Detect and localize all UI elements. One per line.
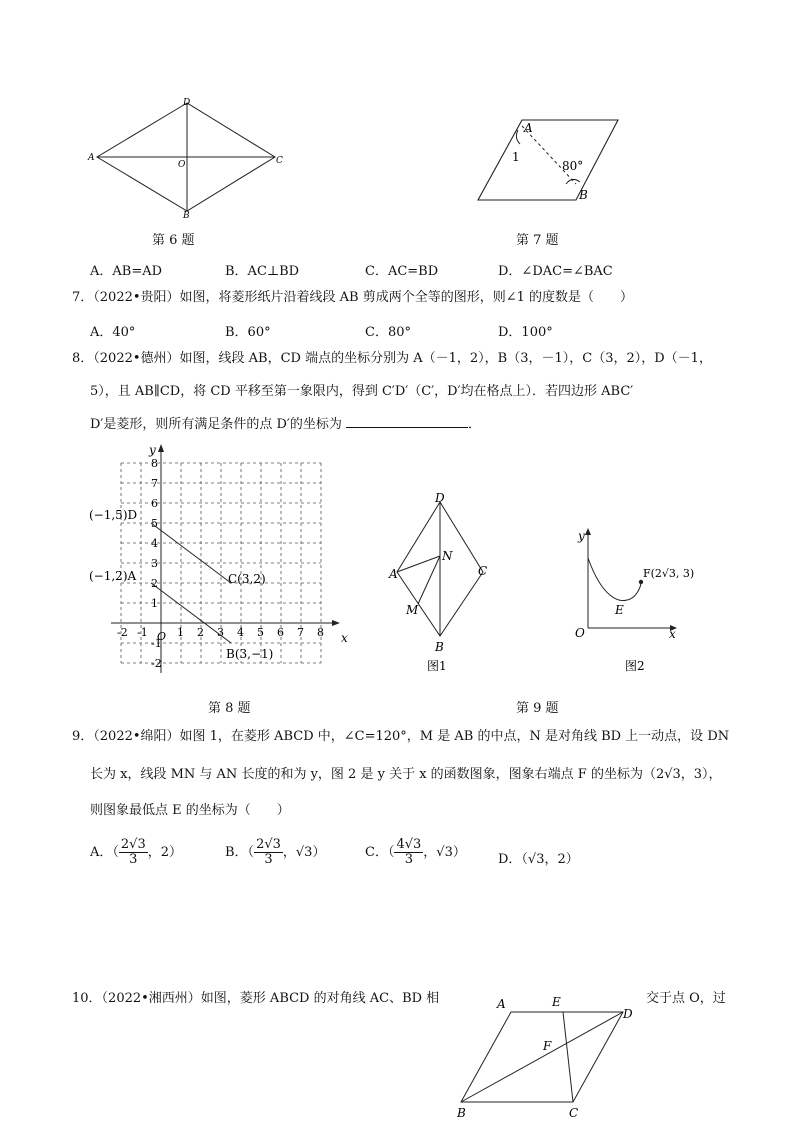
- figure-6: [85, 95, 295, 220]
- y-tick-label: -2: [151, 657, 162, 670]
- fig7-label-b: B: [579, 188, 588, 202]
- y-tick-label: 7: [151, 477, 158, 490]
- figure-8: [85, 440, 360, 690]
- fig8-origin: O: [157, 630, 167, 643]
- fig10-label-e: E: [552, 995, 561, 1009]
- y-tick-label: 4: [151, 537, 158, 550]
- x-tick-label: 5: [257, 626, 264, 639]
- fig8-caption: 第 8 题: [208, 701, 251, 716]
- fig7-label-a: A: [524, 121, 533, 135]
- fig8-x-label: x: [341, 631, 348, 645]
- y-tick-label: 8: [151, 457, 158, 470]
- q8-line-1: 8．（2022•德州）如图，线段 AB，CD 端点的坐标分别为 A（－1，2），B（3，－1），C（3，2），D（－1，: [72, 351, 712, 366]
- x-tick-label: 6: [277, 626, 284, 639]
- fig10-label-d: D: [623, 1007, 633, 1021]
- q9-line-2: 长为 x，线段 MN 与 AN 长度的和为 y，图 2 是 y 关于 x 的函数图象，图象右端点 F 的坐标为（2√3，3），: [90, 767, 722, 782]
- q9-option-a: A．（ $\frac{2√3}{3}$ ，2）: [90, 837, 182, 867]
- fig9-1-caption: 图1: [427, 659, 447, 673]
- y-tick-label: -1: [151, 637, 162, 650]
- fig9-2-label-e: E: [615, 603, 624, 617]
- fig8-label-d: (−1,5)D: [89, 508, 138, 522]
- q6-option-c: C．AC=BD: [365, 264, 439, 279]
- q9-line-3: 则图象最低点 E 的坐标为（ ）: [90, 803, 290, 818]
- x-tick-label: 2: [197, 626, 204, 639]
- y-tick-label: 6: [151, 497, 158, 510]
- fig9-1-label-b: B: [435, 640, 444, 654]
- y-tick-label: 1: [151, 597, 158, 610]
- fig6-label-d: D: [183, 98, 191, 108]
- x-tick-label: 3: [217, 626, 224, 639]
- fig6-label-b: B: [183, 211, 190, 220]
- q9-option-b-fraction: $\frac{2√3}{3}$: [256, 837, 281, 867]
- y-tick-label: 5: [151, 517, 158, 530]
- q8-line-2: 5），且 AB∥CD，将 CD 平移至第一象限内，得到 C′D′（C′，D′均在格点上）．若四边形 ABC′: [90, 384, 634, 399]
- q7-stem: 7．（2022•贵阳）如图，将菱形纸片沿着线段 AB 剪成两个全等的图形，则∠1 的度数是（ ）: [72, 290, 634, 305]
- fig9-caption: 第 9 题: [516, 701, 559, 716]
- fig9-1-label-c: C: [478, 564, 488, 578]
- q9-option-a-fraction: $\frac{2√3}{3}$: [120, 837, 146, 867]
- fig9-2-label-x: x: [669, 627, 676, 641]
- fig7-label-80: 80°: [562, 159, 584, 173]
- x-tick-label: 4: [237, 626, 244, 639]
- x-tick-label: -2: [117, 626, 128, 639]
- q7-option-d: D．100°: [498, 325, 553, 340]
- fig8-y-label: y: [149, 443, 156, 457]
- x-axis-arrow: [332, 620, 340, 626]
- q7-option-a: A．40°: [90, 325, 136, 340]
- q10-line-1a: 10．（2022•湘西州）如图，菱形 ABCD 的对角线 AC、BD 相: [72, 991, 440, 1006]
- fig7-label-1: 1: [512, 150, 520, 164]
- q8-line-3: [90, 415, 481, 434]
- fig7-caption: 第 7 题: [516, 233, 559, 248]
- fig6-label-a: A: [88, 153, 95, 163]
- q9-option-d: D．（√3，2）: [498, 852, 579, 867]
- y-tick-label: 2: [151, 577, 158, 590]
- x-tick-label: 7: [297, 626, 304, 639]
- fig9-1-label-m: M: [406, 603, 419, 617]
- figure-7: [472, 112, 632, 207]
- fig9-2-label-f: F(2√3, 3): [643, 567, 695, 580]
- q9-option-c: C．（ $\frac{4√3}{3}$ ，√3）: [365, 837, 466, 867]
- x-tick-label: 8: [317, 626, 324, 639]
- fig10-label-f: F: [543, 1039, 552, 1053]
- q8-line-3-end: ．: [468, 417, 482, 432]
- fig9-1-label-a: A: [389, 567, 398, 581]
- q9-line-1: 9．（2022•绵阳）如图 1，在菱形 ABCD 中，∠C=120°，M 是 AB 的中点，N 是对角线 BD 上一动点，设 DN: [72, 729, 730, 744]
- x-tick-label: -1: [137, 626, 148, 639]
- fig9-2-label-y: y: [578, 529, 585, 543]
- q9-option-b: B．（ $\frac{2√3}{3}$ ，√3）: [225, 837, 326, 867]
- fig8-label-b: B(3,−1): [226, 647, 274, 661]
- fig6-label-c: C: [276, 156, 283, 166]
- q6-option-a: A．AB=AD: [90, 264, 163, 279]
- q9-option-c-fraction: $\frac{4√3}{3}$: [396, 837, 422, 867]
- fig8-label-c: C(3,2): [228, 572, 266, 586]
- fig10-label-a: A: [497, 997, 506, 1011]
- y-axis-arrow: [158, 444, 164, 452]
- figure-9-1: [385, 490, 495, 680]
- q6-option-d: D．∠DAC=∠BAC: [498, 264, 613, 279]
- q7-option-c: C．80°: [365, 325, 411, 340]
- fig9-1-label-d: D: [435, 491, 445, 505]
- segment-dc: [151, 523, 231, 583]
- y-tick-label: 3: [151, 557, 158, 570]
- figure-10: [455, 992, 645, 1123]
- fig8-label-a: (−1,2)A: [89, 569, 137, 583]
- q8-line-3-text: D′是菱形，则所有满足条件的点 D′的坐标为: [90, 417, 342, 432]
- fig10-label-b: B: [457, 1106, 466, 1120]
- fig9-2-caption: 图2: [625, 659, 645, 673]
- x-tick-label: 1: [177, 626, 184, 639]
- q8-answer-blank[interactable]: [346, 415, 468, 428]
- fig10-label-c: C: [569, 1106, 579, 1120]
- q6-option-b: B．AC⊥BD: [225, 264, 300, 279]
- figure-9-2: [565, 520, 695, 675]
- fig6-label-o: O: [178, 160, 186, 170]
- q10-line-1b: 交于点 O，过: [646, 991, 726, 1006]
- fig6-caption: 第 6 题: [152, 233, 195, 248]
- fig9-2-label-o: O: [575, 626, 585, 640]
- fig9-1-label-n: N: [442, 549, 453, 563]
- q7-option-b: B．60°: [225, 325, 271, 340]
